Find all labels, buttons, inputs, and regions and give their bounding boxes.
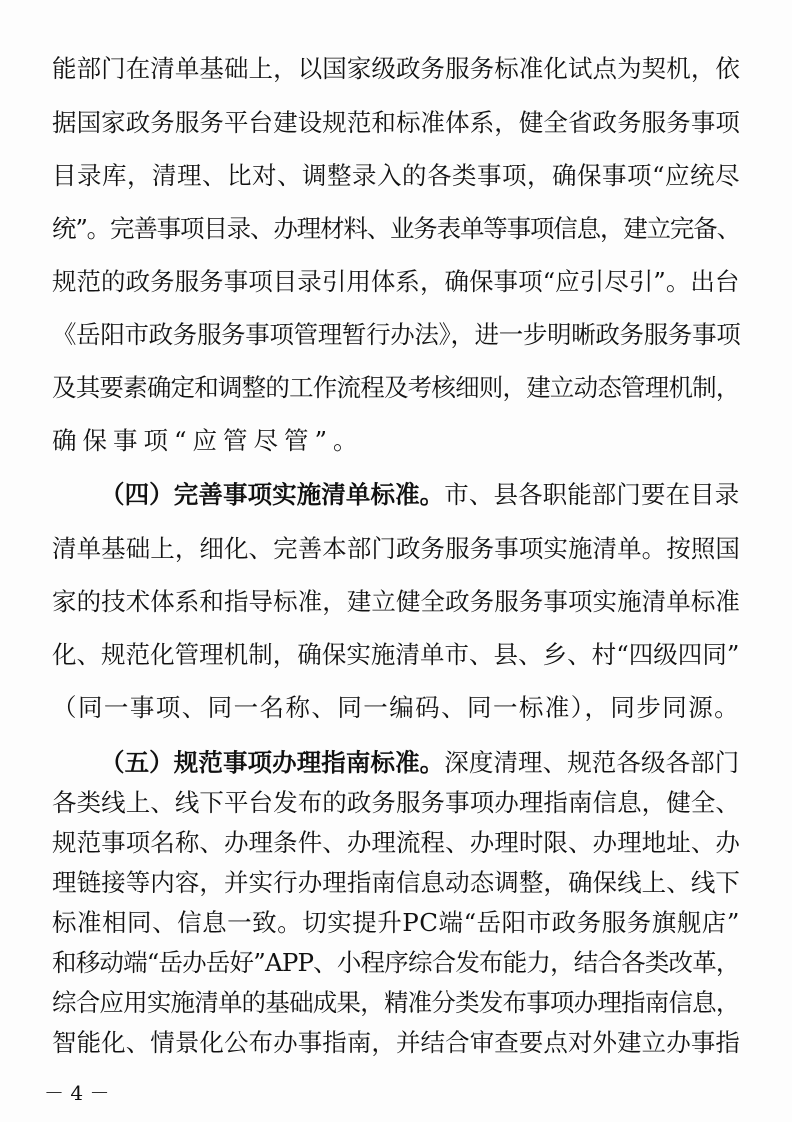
section-first-line-text: 深度清理、规范各级各部门: [444, 748, 740, 777]
text-line: 规范事项名称、办理条件、办理流程、办理时限、办理地址、办: [52, 828, 740, 857]
text-line: 化、规范化管理机制，确保实施清单市、县、乡、村“四级四同”: [52, 640, 740, 669]
section-first-line: [100, 746, 739, 780]
text-line: 综合应用实施清单的基础成果，精准分类发布事项办理指南信息，: [52, 988, 740, 1017]
text-line: 据国家政务服务平台建设规范和标准体系，健全省政务服务事项: [52, 108, 740, 137]
text-line: 统”。完善事项目录、办理材料、业务表单等事项信息，建立完备、: [52, 214, 740, 243]
text-line: 能部门在清单基础上，以国家级政务服务标准化试点为契机，依: [52, 54, 740, 83]
text-line: 及其要素确定和调整的工作流程及考核细则，建立动态管理机制，: [52, 373, 740, 402]
section-first-line: [100, 478, 739, 512]
section-first-line-text: 市、县各职能部门要在目录: [444, 480, 740, 509]
text-line: 标准相同、信息一致。切实提升PC端“岳阳市政务服务旗舰店”: [52, 908, 740, 937]
text-line: （同一事项、同一名称、同一编码、同一标准），同步同源。: [52, 693, 741, 722]
text-line: 理链接等内容，并实行办理指南信息动态调整，确保线上、线下: [52, 868, 740, 897]
text-line: 和移动端“岳办岳好”APP、小程序综合发布能力，结合各类改革，: [52, 948, 740, 977]
page-number: － 4 －: [44, 1081, 110, 1105]
section-heading: （五）规范事项办理指南标准。: [100, 748, 445, 777]
text-line: 《岳阳市政务服务事项管理暂行办法》，进一步明晰政务服务事项: [52, 320, 741, 349]
text-line: 家的技术体系和指导标准，建立健全政务服务事项实施清单标准: [52, 587, 740, 616]
text-line: 清单基础上，细化、完善本部门政务服务事项实施清单。按照国: [52, 534, 740, 563]
section-heading: （四）完善事项实施清单标准。: [100, 480, 445, 509]
text-line: 规范的政务服务事项目录引用体系，确保事项“应引尽引”。出台: [52, 267, 740, 296]
text-line: 确保事项“应管尽管”。: [52, 426, 364, 455]
text-line: 目录库，清理、比对、调整录入的各类事项，确保事项“应统尽: [52, 161, 741, 190]
text-line: 智能化、情景化公布办事指南，并结合审查要点对外建立办事指: [52, 1028, 740, 1057]
text-line: 各类线上、线下平台发布的政务服务事项办理指南信息，健全、: [52, 788, 740, 817]
